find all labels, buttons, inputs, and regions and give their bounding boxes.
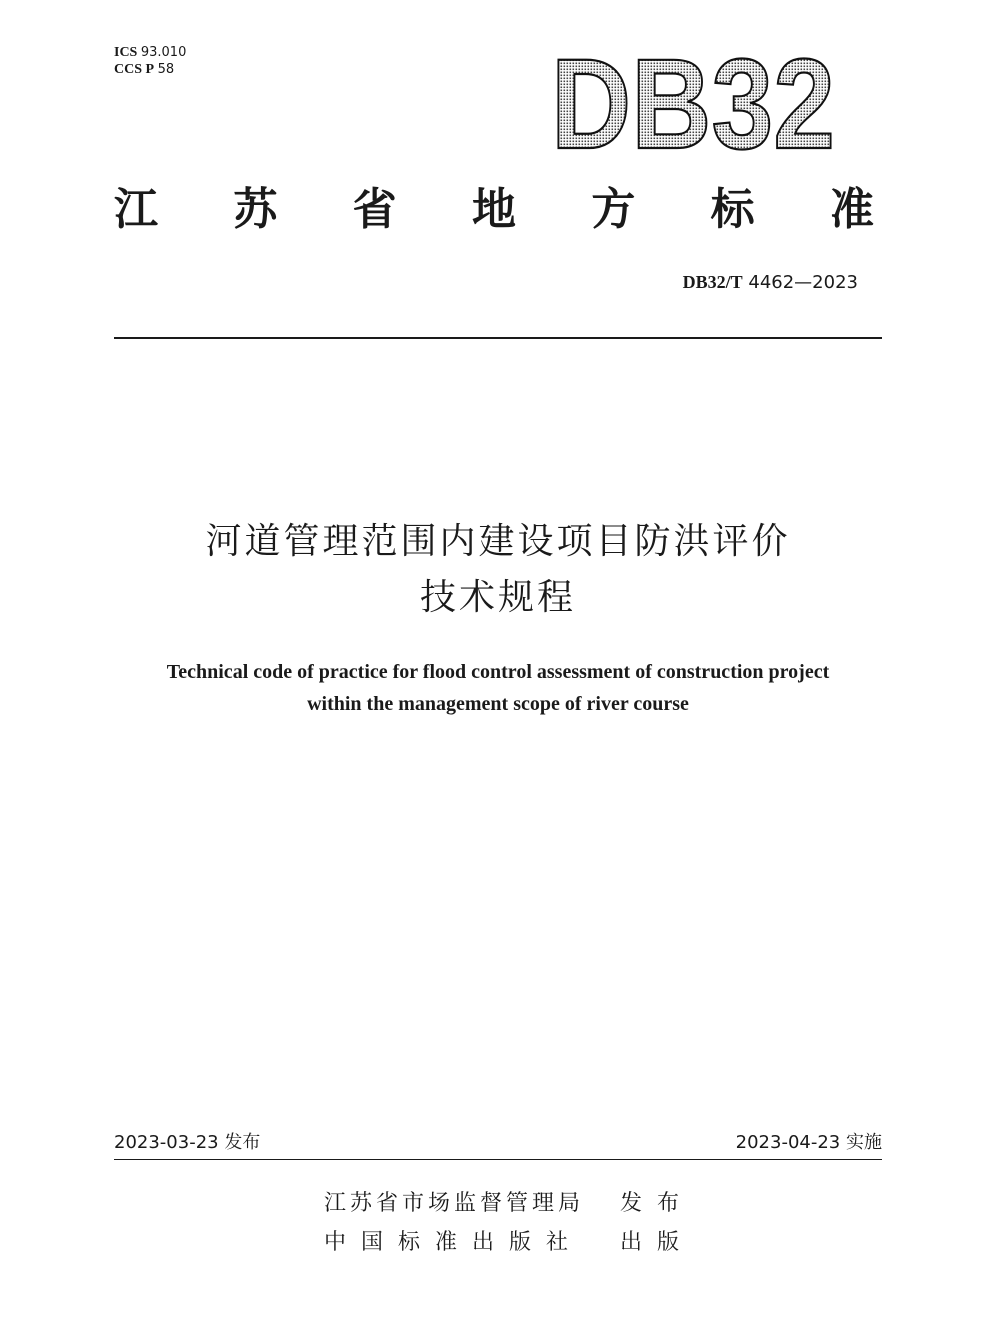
standard-type-char: 标	[710, 184, 755, 235]
printer-org: 中 国 标 准 出 版 社	[324, 1230, 572, 1255]
issue-date: 2023-03-23 发布	[114, 1132, 261, 1153]
standard-type-char: 苏	[233, 184, 278, 235]
title-en-line2: within the management scope of river course	[307, 693, 689, 715]
ccs-label: CCS	[114, 62, 143, 77]
header-divider	[114, 337, 882, 339]
standard-number-prefix: DB32/T	[682, 272, 743, 292]
ccs-line	[114, 61, 186, 78]
title-en-line1: Technical code of practice for flood control assessment of construction project	[166, 661, 830, 683]
standard-number	[683, 272, 858, 293]
ccs-value: 58	[157, 62, 175, 77]
publisher-org: 江苏省市场监督管理局	[324, 1191, 585, 1216]
ics-label: ICS	[114, 45, 138, 60]
standard-type-char: 省	[352, 184, 397, 235]
svg-text:DB32: DB32	[551, 33, 835, 176]
ics-value: 93.010	[140, 45, 187, 60]
standard-type-heading	[114, 182, 874, 238]
footer-divider	[114, 1159, 882, 1160]
publisher-role: 发 布	[620, 1191, 683, 1216]
standard-type-char: 地	[471, 184, 516, 235]
standard-type-char: 方	[591, 184, 636, 235]
printer-role: 出 版	[620, 1230, 683, 1255]
title-zh-line1: 河道管理范围内建设项目防洪评价	[205, 521, 791, 562]
implement-date: 2023-04-23 实施	[735, 1132, 882, 1153]
classification-codes	[114, 44, 186, 78]
title-zh-line2: 技术规程	[419, 577, 576, 618]
standard-type-char: 江	[114, 184, 158, 235]
db32-logo	[548, 33, 838, 176]
standard-type-char: 准	[829, 184, 874, 235]
ccs-code: P	[145, 62, 155, 77]
ics-line	[114, 44, 186, 61]
standard-number-value: 4462—2023	[748, 272, 858, 293]
